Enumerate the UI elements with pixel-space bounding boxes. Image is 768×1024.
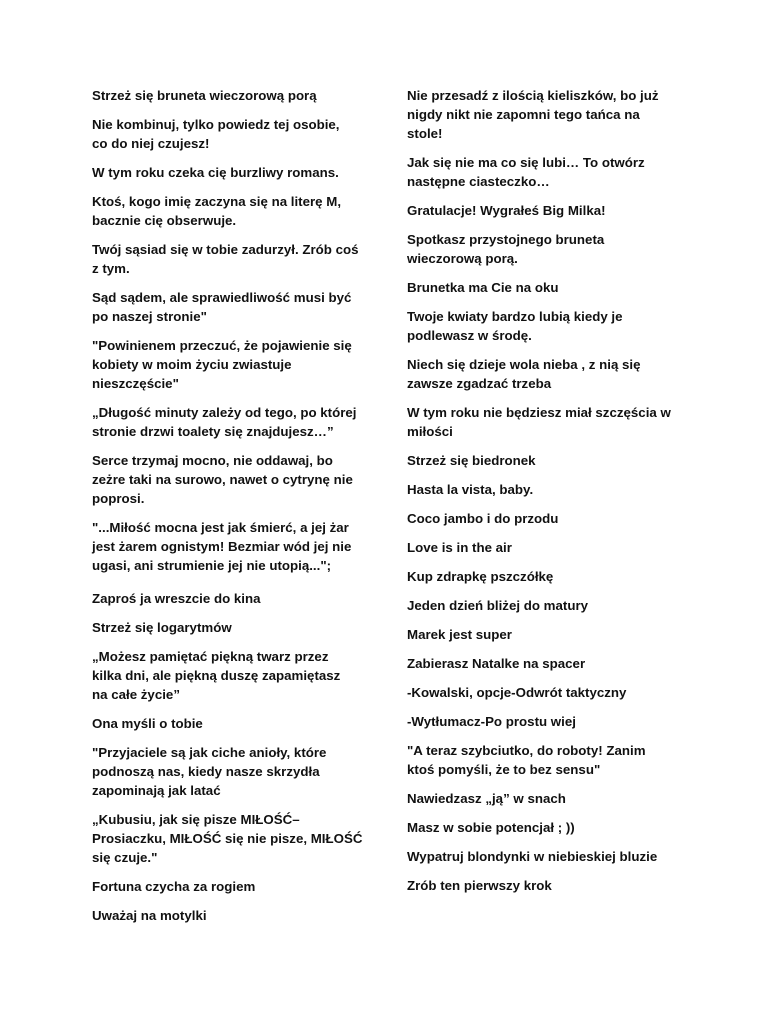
fortune-entry: Masz w sobie potencjał ; )) [407,820,575,835]
fortune-entry: Jeden dzień bliżej do matury [407,598,589,613]
right-column [407,86,687,905]
fortune-entry: Zrób ten pierwszy krok [407,878,552,893]
fortune-entry: „Możesz pamiętać piękną twarz przez kilka dni, ale piękną duszę zapamiętasz na całe życie” [92,649,341,702]
fortune-entry: "...Miłość mocna jest jak śmierć, a jej żar jest żarem ognistym! Bezmiar wód jej nie ugasi, ani strumienie jej nie utopią..."; [92,520,352,573]
fortune-entry: Kup zdrapkę pszczółkę [407,569,554,584]
fortune-entry: Fortuna czycha za rogiem [92,879,256,894]
fortune-entry: Wypatruj blondynki w niebieskiej bluzie [407,849,658,864]
fortune-entry: Brunetka ma Cie na oku [407,280,559,295]
fortune-entry: Zaproś ja wreszcie do kina [92,591,261,606]
fortune-entry: Nie kombinuj, tylko powiedz tej osobie, co do niej czujesz! [92,117,340,151]
fortune-entry: Niech się dzieje wola nieba , z nią się zawsze zgadzać trzeba [407,357,641,391]
fortune-entry: Serce trzymaj mocno, nie oddawaj, bo zeżre taki na surowo, nawet o cytrynę nie poprosi. [92,453,353,506]
fortune-entry: Strzeż się bruneta wieczorową porą [92,88,317,103]
fortune-entry: Sąd sądem, ale sprawiedliwość musi być po naszej stronie" [92,290,352,324]
fortune-entry: Marek jest super [407,627,512,642]
fortune-entry: Zabierasz Natalke na spacer [407,656,586,671]
fortune-entry: W tym roku czeka cię burzliwy romans. [92,165,339,180]
fortune-entry: "A teraz szybciutko, do roboty! Zanim ktoś pomyśli, że to bez sensu" [407,743,646,777]
fortune-entry: "Powinienem przeczuć, że pojawienie się kobiety w moim życiu zwiastuje nieszczęście" [92,338,352,391]
fortune-entry: Nawiedzasz „ją” w snach [407,791,566,806]
fortune-entry: Jak się nie ma co się lubi… To otwórz następne ciasteczko… [407,155,645,189]
fortune-entry: Coco jambo i do przodu [407,511,559,526]
fortune-entry: „Kubusiu, jak się pisze MIŁOŚĆ– Prosiaczku, MIŁOŚĆ się nie pisze, MIŁOŚĆ się czuje." [92,812,363,865]
fortune-entry: Hasta la vista, baby. [407,482,534,497]
fortune-entry: Nie przesadź z ilością kieliszków, bo już nigdy nikt nie zapomni tego tańca na stole! [407,88,659,141]
fortune-entry: Twoje kwiaty bardzo lubią kiedy je podlewasz w środę. [407,309,623,343]
fortune-entry: Strzeż się logarytmów [92,620,232,635]
fortune-entry: Spotkasz przystojnego bruneta wieczorową porą. [407,232,605,266]
fortune-entry: -Wytłumacz-Po prostu wiej [407,714,576,729]
fortune-entry: Love is in the air [407,540,512,555]
fortune-entry: Ktoś, kogo imię zaczyna się na literę M, bacznie cię obserwuje. [92,194,342,228]
fortune-entry: "Przyjaciele są jak ciche anioły, które podnoszą nas, kiedy nasze skrzydła zapominają jak latać [92,745,327,798]
left-column [92,86,370,935]
fortune-entry: Ona myśli o tobie [92,716,203,731]
fortune-entry: W tym roku nie będziesz miał szczęścia w miłości [407,405,671,439]
fortune-entry: Gratulacje! Wygrałeś Big Milka! [407,203,606,218]
fortune-entry: Twój sąsiad się w tobie zadurzył. Zrób coś z tym. [92,242,359,276]
fortune-entry: -Kowalski, opcje-Odwrót taktyczny [407,685,627,700]
fortune-entry: Strzeż się biedronek [407,453,536,468]
fortune-entry: „Długość minuty zależy od tego, po której stronie drzwi toalety się znajdujesz…” [92,405,357,439]
fortune-entry: Uważaj na motylki [92,908,207,923]
